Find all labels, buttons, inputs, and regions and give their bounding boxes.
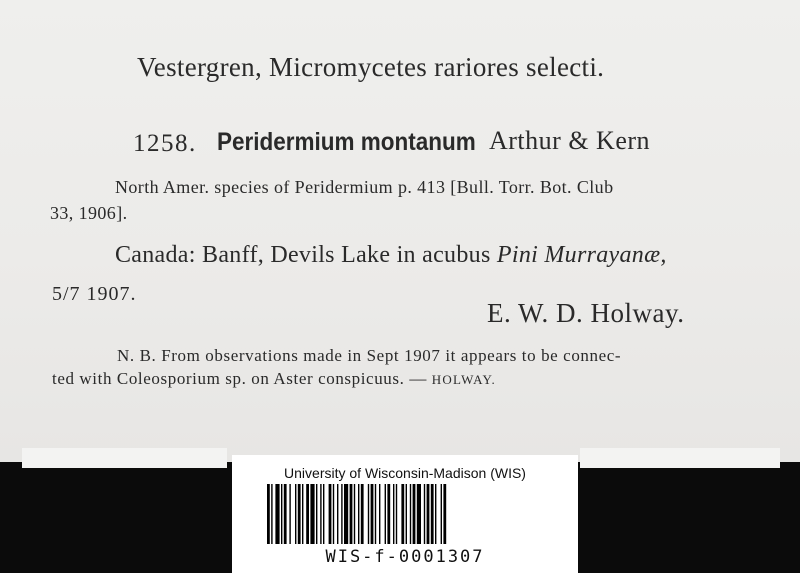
reference-line-2: 33, 1906]. <box>50 203 128 223</box>
note-line-2-text: ted with Coleosporium sp. on Aster conspicuus. — <box>52 369 432 388</box>
institution-name: University of Wisconsin-Madison (WIS) <box>284 465 526 481</box>
note-line-1: N. B. From observations made in Sept 1907 it appears to be connec- <box>117 346 622 365</box>
collector-name: E. W. D. Holway. <box>487 298 685 328</box>
locality <box>115 242 667 269</box>
locality-text: Canada: Banff, Devils Lake in acubus <box>115 242 497 268</box>
series-title: Vestergren, Micromycetes rariores selecti. <box>137 52 605 82</box>
species-name: Peridermium montanum <box>217 128 476 156</box>
envelope-flap-left <box>22 448 227 468</box>
reference-line-1: North Amer. species of Peridermium p. 413 [Bull. Torr. Bot. Club <box>115 177 614 197</box>
barcode-label <box>232 455 578 573</box>
species-authority: Arthur & Kern <box>489 126 651 155</box>
collection-date: 5/7 1907. <box>52 283 137 305</box>
exsiccata-number: 1258. <box>133 130 197 157</box>
catalog-number: WIS-f-0001307 <box>325 547 485 567</box>
envelope-flap-right <box>580 448 780 468</box>
barcode-graphic <box>267 484 543 544</box>
note-line-2 <box>52 369 496 389</box>
note-signature: HOLWAY. <box>431 372 496 387</box>
host-name: Pini Murrayanæ, <box>496 242 667 268</box>
